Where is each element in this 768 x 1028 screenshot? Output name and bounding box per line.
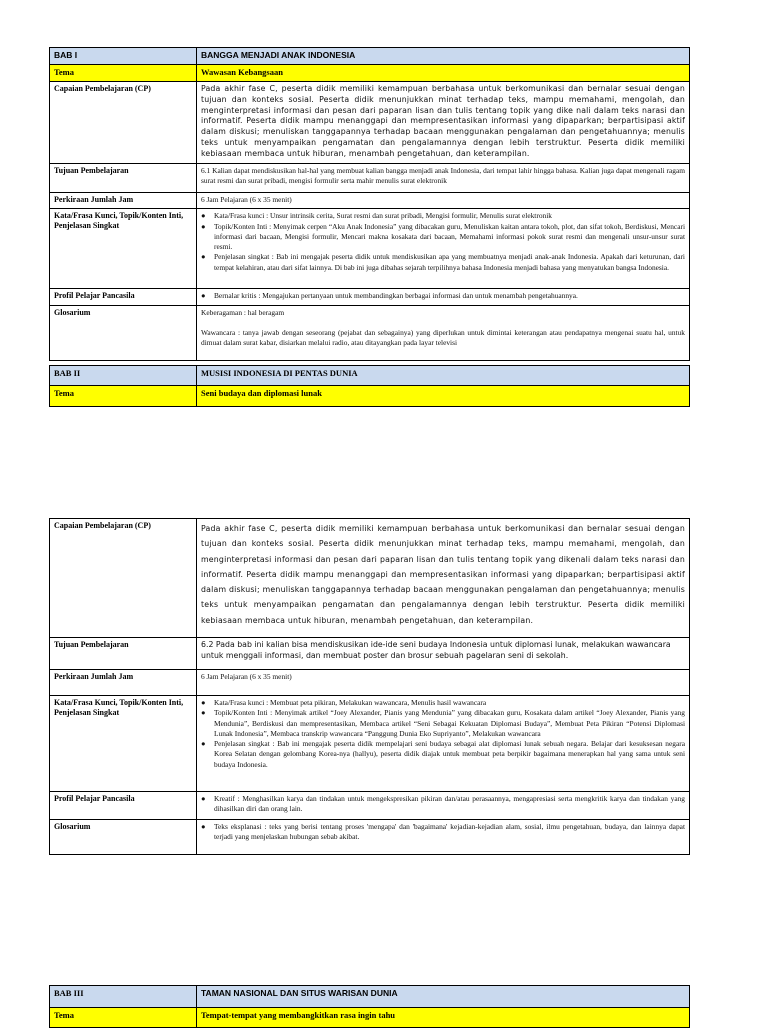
bab1-kata-label: Kata/Frasa Kunci, Topik/Konten Inti, Penjelasan Singkat bbox=[50, 209, 197, 289]
bab1-tp-label: Tujuan Pembelajaran bbox=[50, 164, 197, 193]
bab1-jam-label: Perkiraan Jumlah Jam bbox=[50, 193, 197, 209]
bab2-profil-cell bbox=[197, 792, 690, 820]
bab2-tp-cell bbox=[197, 638, 690, 670]
list-item: ● Penjelasan singkat : Bab ini mengajak peserta didik mempelajari seni budaya sebagai alat diplomasi lunak sebuah negara. Belajar dari kesuksesan negara Korea Selatan dengan gelombang Korea-nya (hallyu), peserta didik diajak untuk membuat peta berpikir bagaimana menerapkan hal yang sama untuk seni budaya Indonesia. bbox=[201, 739, 685, 770]
list-item: ● Penjelasan singkat : Bab ini mengajak peserta didik untuk mendiskusikan apa yang membuatnya menjadi anak-anak Indonesia. Apakah dari keturunan, dari tempat kelahiran, atau dari sifat lainnya. Di bab ini juga dibahas sejarah terpilihnya bahasa Indonesia menjadi bahasa yang menyatukan bangsa Indonesia. bbox=[201, 252, 685, 273]
bab1-title: BANGGA MENJADI ANAK INDONESIA bbox=[197, 48, 690, 65]
bab3-table bbox=[49, 985, 690, 1028]
bab1-glos-label: Glosarium bbox=[50, 305, 197, 360]
glossary-entry: Keberagaman : hal beragam bbox=[201, 307, 285, 317]
bab1-table bbox=[49, 47, 690, 361]
bab3-label: BAB III bbox=[50, 986, 197, 1008]
bab2-kata-cell bbox=[197, 696, 690, 792]
bab1-cp-text: Pada akhir fase C, peserta didik memiliki kemampuan berbahasa untuk berkomunikasi dan bernalar sesuai dengan tujuan dan konteks sosial. Peserta didik menunjukkan minat terhadap teks, mampu memahami, mengolah, dan menginterpretasi informasi dan pesan dari paparan lisan dan tulis tentang topik yang dike nali dalam teks narasi dan informatif. Peserta didik mampu menanggapi dan mempresentasikan informasi yang dipaparkan; berpartisipasi aktif dalam diskusi; menuliskan tanggapannya terhadap bacaan menggunakan pengalaman dan pengetahuannya; menulis teks untuk menyampaikan pengamatan dan pengalamannya dengan lebih terstruktur. Peserta didik memiliki kebiasaan membaca untuk hiburan, menambah pengetahuan, dan keterampilan. bbox=[201, 84, 685, 158]
bab2-glos-cell bbox=[197, 820, 690, 855]
bab2-tp-text: 6.2 Pada bab ini kalian bisa mendiskusikan ide-ide seni budaya Indonesia untuk diplomasi lunak, melakukan wawancara untuk menggali informasi, dan membuat poster dan brosur sebuah pagelaran seni di sekolah. bbox=[201, 640, 671, 660]
bab3-tema-label: Tema bbox=[50, 1008, 197, 1028]
bab1-kata-cell bbox=[197, 209, 690, 289]
bab2-tema-label: Tema bbox=[50, 386, 197, 407]
list-item: ● Kata/Frasa kunci : Unsur intrinsik cerita, Surat resmi dan surat pribadi, Mengisi formulir, Menulis surat elektronik bbox=[201, 211, 685, 221]
bab1-profil-label: Profil Pelajar Pancasila bbox=[50, 289, 197, 305]
glossary-entry: Wawancara : tanya jawab dengan seseorang (pejabat dan sebagainya) yang diperlukan untuk dimintai keterangan atau pendapatnya mengenai suatu hal, untuk dimuat dalam surat kabar, disiarkan melalui radio, atau ditayangkan pada layar televisi bbox=[201, 327, 685, 348]
list-item: ● Topik/Konten Inti : Menyimak artikel “Joey Alexander, Pianis yang Mendunia” yang dibacakan guru, Kosakata dalam artikel “Joey Alexander, Pianis yang Mendunia”, Berdiskusi dan mempresentasikan, Membaca artikel “Seni Sebagai Kekuatan Diplomasi Budaya”, Membuat Peta Pikiran “Potensi Diplomasi Lunak Indonesia”, Membaca transkrip wawancara “Panggung Dunia Eko Supriyanto”, Melakukan wawancara bbox=[201, 708, 685, 739]
bab1-jam-value: 6 Jam Pelajaran (6 x 35 menit) bbox=[197, 193, 690, 209]
bab1-label: BAB I bbox=[50, 48, 197, 65]
bab1-cp-cell bbox=[197, 82, 690, 164]
list-item: ● Topik/Konten Inti : Menyimak cerpen “Aku Anak Indonesia” yang dibacakan guru, Menuliskan kaitan antara tokoh, plot, dan sifat tokoh, Berdiskusi, Mencari informasi dari bacaan, Mengisi formulir, Mencari makna kosakata dari bacaan, Memahami informasi pokok surat resmi dan mengenali unsur-unsur surat resmi. bbox=[201, 222, 685, 253]
bab1-tp-cell bbox=[197, 164, 690, 193]
bab2-jam-label: Perkiraan Jumlah Jam bbox=[50, 670, 197, 696]
bab2-header-table bbox=[49, 365, 690, 407]
bab1-tp-text: 6.1 Kalian dapat mendiskusikan hal-hal yang membuat kalian bangga menjadi anak Indonesia, dari tempat lahir hingga bahasa. Kalian juga dapat mengenali ragam surat resmi dan surat pribadi, mengisi formulir serta mahir menulis surat elektronik bbox=[201, 166, 685, 186]
bab2-label: BAB II bbox=[50, 366, 197, 386]
bab2-cp-label: Capaian Pembelajaran (CP) bbox=[50, 519, 197, 638]
bab2-kata-label: Kata/Frasa Kunci, Topik/Konten Inti, Penjelasan Singkat bbox=[50, 696, 197, 792]
bab2-title: MUSISI INDONESIA DI PENTAS DUNIA bbox=[197, 366, 690, 386]
bab1-glos-cell bbox=[197, 305, 690, 360]
bab2-tp-label: Tujuan Pembelajaran bbox=[50, 638, 197, 670]
bab2-glos-label: Glosarium bbox=[50, 820, 197, 855]
bab3-tema-value: Tempat-tempat yang membangkitkan rasa ingin tahu bbox=[197, 1008, 690, 1028]
bab3-title: TAMAN NASIONAL DAN SITUS WARISAN DUNIA bbox=[197, 986, 690, 1008]
bab1-profil-cell bbox=[197, 289, 690, 305]
bab1-tema-value: Wawasan Kebangsaan bbox=[197, 65, 690, 82]
list-item: ● Kata/Frasa kunci : Membuat peta pikiran, Melakukan wawancara, Menulis hasil wawancara bbox=[201, 698, 685, 708]
glossary-entry: ● Teks eksplanasi : teks yang berisi tentang proses 'mengapa' dan 'bagaimana' kejadian-kejadian alam, sosial, ilmu pengetahuan, budaya, dan lainnya dapat terjadi yang menjelaskan hubungan sebab akibat. bbox=[201, 822, 685, 843]
bab2-table bbox=[49, 518, 690, 855]
list-item: ● Bernalar kritis : Mengajukan pertanyaan untuk membandingkan berbagai informasi dan untuk menambah pengetahuannya. bbox=[201, 291, 685, 301]
bab1-tema-label: Tema bbox=[50, 65, 197, 82]
bab2-jam-value: 6 Jam Pelajaran (6 x 35 menit) bbox=[197, 670, 690, 696]
bab2-tema-value: Seni budaya dan diplomasi lunak bbox=[197, 386, 690, 407]
bab2-cp-cell bbox=[197, 519, 690, 638]
list-item: ● Kreatif : Menghasilkan karya dan tindakan untuk mengekspresikan pikiran dan/atau perasaannya, mengapresiasi serta mengkritik karya dan tindakan yang dihasilkan diri dan orang lain. bbox=[201, 794, 685, 815]
bab2-cp-text: Pada akhir fase C, peserta didik memiliki kemampuan berbahasa untuk berkomunikasi dan bernalar sesuai dengan tujuan dan konteks sosial. Peserta didik menunjukkan minat terhadap teks, mampu memahami, mengolah, dan menginterpretasi informasi dan pesan dari paparan lisan dan tulis tentang topik yang dikenali dalam teks narasi dan informatif. Peserta didik mampu menanggapi dan mempresentasikan informasi yang dipaparkan; berpartisipasi aktif dalam diskusi; menuliskan tanggapannya terhadap bacaan menggunakan pengalaman dan pengetahuannya; menulis teks untuk menyampaikan pengamatan dan pengalamannya dengan lebih terstruktur. Peserta didik memiliki kebiasaan membaca untuk hiburan, menambah pengetahuan, dan keterampilan. bbox=[201, 524, 685, 625]
bab1-cp-label: Capaian Pembelajaran (CP) bbox=[50, 82, 197, 164]
bab2-profil-label: Profil Pelajar Pancasila bbox=[50, 792, 197, 820]
